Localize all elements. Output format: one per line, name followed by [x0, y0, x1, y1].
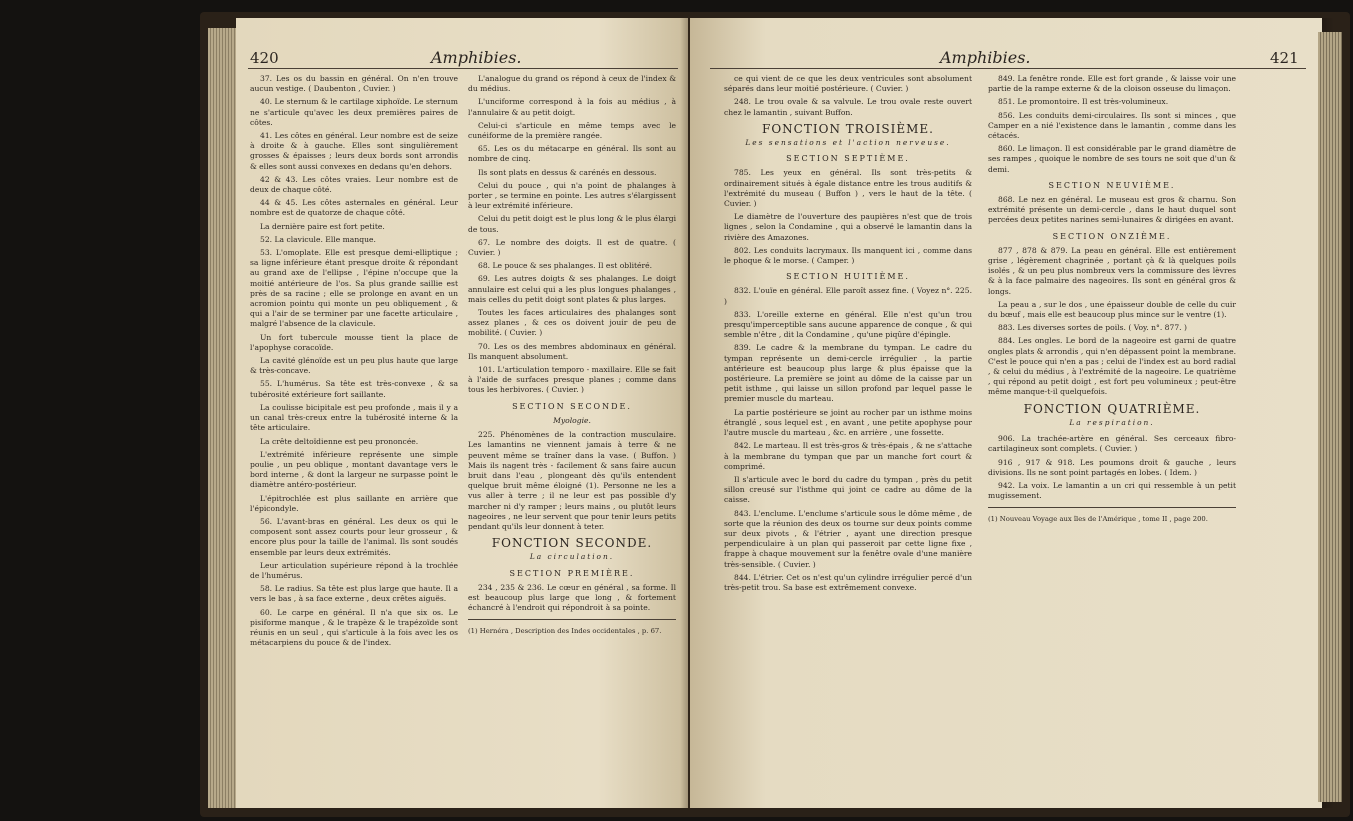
right-column-1 [724, 74, 972, 596]
paragraph: 842. Le marteau. Il est très-gros & très-épais , & ne s'attache à la membrane du tympan que par un manche fort court & comprimé. [724, 441, 972, 471]
paragraph: 60. Le carpe en général. Il n'a que six os. Le pisiforme manque , & le trapèze & le trapézoïde sont réunis en un seul , qui s'articule à la fois avec les os métacarpiens du pouce & de l'index. [250, 607, 458, 648]
paragraph: Toutes les faces articulaires des phalanges sont assez planes , & ces os doivent jouir de peu de mobilité. ( Cuvier. ) [468, 308, 676, 338]
right-column-2 [988, 74, 1236, 528]
paragraph: Celui du petit doigt est le plus long & le plus élargi de tous. [468, 214, 676, 234]
paragraph: 832. L'ouïe en général. Elle paroît assez fine. ( Voyez n°. 225. ) [724, 286, 972, 306]
section-heading: SECTION SECONDE. [512, 401, 632, 411]
paragraph: 843. L'enclume. L'enclume s'articule sous le dôme même , de sorte que la réunion des deux os tourne sur deux points comme sur deux pivots , & l'étrier , ayant une direction presque perpendiculaire à un plan qui passeroit par cette ligne fixe , frappe à chaque mouvement sur la fenêtre ovale d'une manière très-sensible. ( Cuvier. ) [724, 508, 972, 569]
paragraph: La crête deltoïdienne est peu prononcée. [260, 436, 419, 446]
paragraph: 877 , 878 & 879. La peau en général. Elle est entièrement grise , légèrement chagrinée , portant çà & là quelques poils isolés , & un peu plus nombreux vers la commissure des lèvres & à la face palmaire des nageoires. Ils sont en général gros & longs. [988, 245, 1236, 296]
paragraph: 833. L'oreille externe en général. Elle n'est qu'un trou presqu'imperceptible sans aucune apparence de conque , & qui semble n'être , dit la Condamine , qu'une piqûre d'épingle. [724, 309, 972, 340]
paragraph: 52. La clavicule. Elle manque. [260, 234, 376, 244]
footnote-rule [988, 507, 1236, 508]
paragraph: 856. Les conduits demi-circulaires. Ils sont si minces , que Camper en a nié l'existence dans le lamantin , comme dans les cétacés. [988, 110, 1236, 141]
footnote: (1) Hernéra , Description des Indes occidentales , p. 67. [468, 627, 662, 636]
function-subheading: La respiration. [1069, 417, 1155, 427]
function-subheading: Les sensations et l'action nerveuse. [745, 138, 951, 148]
section-heading: SECTION SEPTIÈME. [786, 154, 910, 164]
paragraph: ce qui vient de ce que les deux ventricules sont absolument séparés dans leur moitié postérieure. ( Cuvier. ) [724, 74, 972, 94]
left-page-number: 420 [250, 49, 279, 67]
paragraph: L'analogue du grand os répond à ceux de l'index & du médius. [468, 74, 676, 94]
left-running-title: Amphibies. [431, 48, 522, 67]
paragraph: 225. Phénomènes de la contraction musculaire. Les lamantins ne viennent jamais à terre & ne peuvent même se traîner dans la vase. ( Buffon. ) Mais ils nagent très - facilement & sans faire aucun bruit dans l'eau , plongeant dès qu'ils entendent quelque bruit même éloigné (1). Personne ne les a vus aller à terre ; il ne leur est pas possible d'y marcher ni d'y ramper ; leurs mains , ou plutôt leurs nageoires , ne leur servent que pour tenir leurs petits pendant qu'ils leur donnent à teter. [468, 430, 676, 531]
right-page [690, 18, 1322, 808]
paragraph: 868. Le nez en général. Le museau est gros & charnu. Son extrémité présente un demi-cercle , dans le haut duquel sont percées deux petites narines semi-lunaires & dirigées en avant. [988, 195, 1236, 225]
paragraph: 849. La fenêtre ronde. Elle est fort grande , & laisse voir une partie de la rampe externe & de la cloison osseuse du limaçon. [988, 74, 1236, 94]
paragraph: 884. Les ongles. Le bord de la nageoire est garni de quatre ongles plats & arrondis , qui n'en dépassent point la membrane. C'est le pouce qui n'en a pas ; celui de l'index est au bord radial , & celui du médius , à l'extrémité de la nageoire. Le quatrième , qui répond au petit doigt , est fort peu volumineux ; peut-être même manque-t-il quelquefois. [988, 336, 1236, 397]
paragraph: 101. L'articulation temporo - maxillaire. Elle se fait à l'aide de surfaces presque planes ; comme dans tous les herbivores. ( Cuvier. ) [468, 365, 676, 395]
right-running-title: Amphibies. [940, 48, 1031, 67]
left-header-rule [248, 68, 678, 69]
paragraph: 860. Le limaçon. Il est considérable par le grand diamètre de ses rampes , quoique le nombre de ses tours ne soit que d'un & demi. [988, 144, 1236, 174]
paragraph: 40. Le sternum & le cartilage xiphoïde. Le sternum ne s'articule qu'avec les deux premières paires de côtes. [250, 97, 458, 127]
paragraph: Celui-ci s'articule en même temps avec le cunéiforme de la première rangée. [468, 120, 676, 141]
right-page-number: 421 [1270, 49, 1299, 67]
paragraph: 65. Les os du métacarpe en général. Ils sont au nombre de cinq. [468, 144, 676, 164]
section-heading: SECTION PREMIÈRE. [509, 568, 635, 578]
paragraph: 883. Les diverses sortes de poils. ( Voy. n°. 877. ) [998, 323, 1187, 333]
paragraph: 248. Le trou ovale & sa valvule. Le trou ovale reste ouvert chez le lamantin , suivant Buffon. [724, 97, 972, 117]
paragraph: 839. Le cadre & la membrane du tympan. Le cadre du tympan représente un demi-cercle irrégulier , la partie antérieure est beaucoup plus large & plus épaisse que la postérieure. La première se joint au dôme de la caisse par un petit isthme , qui laisse un sillon profond par lequel passe le premier muscle du marteau. [724, 343, 972, 404]
paragraph: 53. L'omoplate. Elle est presque demi-elliptique ; sa ligne inférieure étant presque droite & répondant au grand axe de l'ellipse , l'épine n'occupe que la moitié antérieure de l'os. Sa plus grande saillie est près de sa racine ; elle se prolonge en avant en un acromion pointu qui monte un peu obliquement , & qui a l'air de se terminer par une facette articulaire , malgré l'absence de la clavicule. [250, 248, 458, 329]
paragraph: La coulisse bicipitale est peu profonde , mais il y a un canal très-creux entre la tubérosité interne & la tête articulaire. [250, 402, 458, 433]
paragraph: 58. Le radius. Sa tête est plus large que haute. Il a vers le bas , à sa face externe , deux crêtes aiguës. [250, 584, 458, 604]
paragraph: Le diamètre de l'ouverture des paupières n'est que de trois lignes , selon la Condamine , qui a observé le lamantin dans la rivière des Amazones. [724, 212, 972, 242]
paragraph: 785. Les yeux en général. Ils sont très-petits & ordinairement situés à égale distance entre les trous auditifs & l'extrémité du museau ( Buffon ) , vers le haut de la tête. ( Cuvier. ) [724, 168, 972, 209]
paragraph: L'unciforme correspond à la fois au médius , à l'annulaire & au petit doigt. [468, 97, 676, 117]
paragraph: 906. La trachée-artère en général. Ses cerceaux fibro-cartilagineux sont complets. ( Cuvier. ) [988, 434, 1236, 454]
paragraph: 942. La voix. Le lamantin a un cri qui ressemble à un petit mugissement. [988, 480, 1236, 501]
function-heading: FONCTION TROISIÈME. [762, 121, 934, 136]
paragraph: 67. Le nombre des doigts. Il est de quatre. ( Cuvier. ) [468, 237, 676, 258]
left-column-1 [250, 74, 458, 651]
paragraph: 234 , 235 & 236. Le cœur en général , sa forme. Il est beaucoup plus large que long , & fortement échancré à l'endroit qui répondroit à sa pointe. [468, 582, 676, 613]
section-subheading: Myologie. [553, 415, 591, 425]
page-edges-right [1318, 32, 1342, 802]
right-header-rule [710, 68, 1306, 69]
paragraph: Il s'articule avec le bord du cadre du tympan , près du petit sillon creusé sur l'isthme qui joint ce cadre au dôme de la caisse. [724, 474, 972, 505]
paragraph: La partie postérieure se joint au rocher par un isthme moins étranglé , sous lequel est , en avant , une petite apophyse pour l'autre muscle du marteau , &c. en arrière , une fossette. [724, 407, 972, 438]
left-page [236, 18, 688, 808]
paragraph: 44 & 45. Les côtes asternales en général. Leur nombre est de quatorze de chaque côté. [250, 198, 458, 218]
paragraph: La peau a , sur le dos , une épaisseur double de celle du cuir du bœuf , mais elle est beaucoup plus mince sur le ventre (1). [988, 299, 1236, 320]
paragraph: 844. L'étrier. Cet os n'est qu'un cylindre irrégulier percé d'un très-petit trou. Sa base est extrêmement convexe. [724, 572, 972, 592]
function-heading: FONCTION SECONDE. [491, 536, 653, 551]
paragraph: 69. Les autres doigts & ses phalanges. Le doigt annulaire est celui qui a les plus longues phalanges , mais celles du petit doigt sont plates & plus larges. [468, 274, 676, 304]
footnote: (1) Nouveau Voyage aux îles de l'Amérique , tome II , page 200. [988, 515, 1208, 524]
section-heading: SECTION ONZIÈME. [1052, 231, 1172, 241]
paragraph: 70. Les os des membres abdominaux en général. Ils manquent absolument. [468, 341, 676, 361]
paragraph: 802. Les conduits lacrymaux. Ils manquent ici , comme dans le phoque & le morse. ( Camper. ) [724, 245, 972, 266]
paragraph: Ils sont plats en dessus & carénés en dessous. [478, 167, 657, 177]
paragraph: L'extrémité inférieure représente une simple poulie , un peu oblique , montant davantage vers le bord interne , & dont la largeur ne surpasse point le diamètre antéro-postérieur. [250, 449, 458, 490]
paragraph: 42 & 43. Les côtes vraies. Leur nombre est de deux de chaque côté. [250, 174, 458, 195]
paragraph: 55. L'humérus. Sa tête est très-convexe , & sa tubérosité extérieure fort saillante. [250, 379, 458, 399]
paragraph: 916 , 917 & 918. Les poumons droit & gauche , leurs divisions. Ils ne sont point partagés en lobes. ( Idem. ) [988, 457, 1236, 477]
paragraph: La dernière paire est fort petite. [260, 221, 385, 231]
left-column-2 [468, 74, 676, 640]
paragraph: 68. Le pouce & ses phalanges. Il est oblitéré. [478, 261, 653, 271]
paragraph: Un fort tubercule mousse tient la place de l'apophyse coracoïde. [250, 332, 458, 352]
footnote-rule [468, 619, 676, 620]
paragraph: 851. Le promontoire. Il est très-volumineux. [998, 97, 1169, 107]
paragraph: 41. Les côtes en général. Leur nombre est de seize à droite & à gauche. Elles sont singulièrement grosses & épaisses ; leurs deux bords sont arrondis & elles sont aussi convexes en dedans qu'en dehors. [250, 131, 458, 171]
page-edges-left [208, 28, 238, 808]
paragraph: Celui du pouce , qui n'a point de phalanges à porter , se termine en pointe. Les autres s'élargissent à leur extrémité inférieure. [468, 180, 676, 211]
paragraph: L'épitrochlée est plus saillante en arrière que l'épicondyle. [250, 493, 458, 513]
section-heading: SECTION NEUVIÈME. [1048, 180, 1176, 190]
section-heading: SECTION HUITIÈME. [786, 272, 910, 282]
paragraph: Leur articulation supérieure répond à la trochlée de l'humérus. [250, 560, 458, 580]
function-heading: FONCTION QUATRIÈME. [1023, 401, 1201, 416]
paragraph: 37. Les os du bassin en général. On n'en trouve aucun vestige. ( Daubenton , Cuvier. ) [250, 74, 458, 94]
function-subheading: La circulation. [529, 552, 615, 562]
paragraph: 56. L'avant-bras en général. Les deux os qui le composent sont assez courts pour leur grosseur , & encore plus pour la taille de l'animal. Ils sont soudés ensemble par leurs deux extrémités. [250, 516, 458, 557]
paragraph: La cavité glénoïde est un peu plus haute que large & très-concave. [250, 356, 458, 376]
